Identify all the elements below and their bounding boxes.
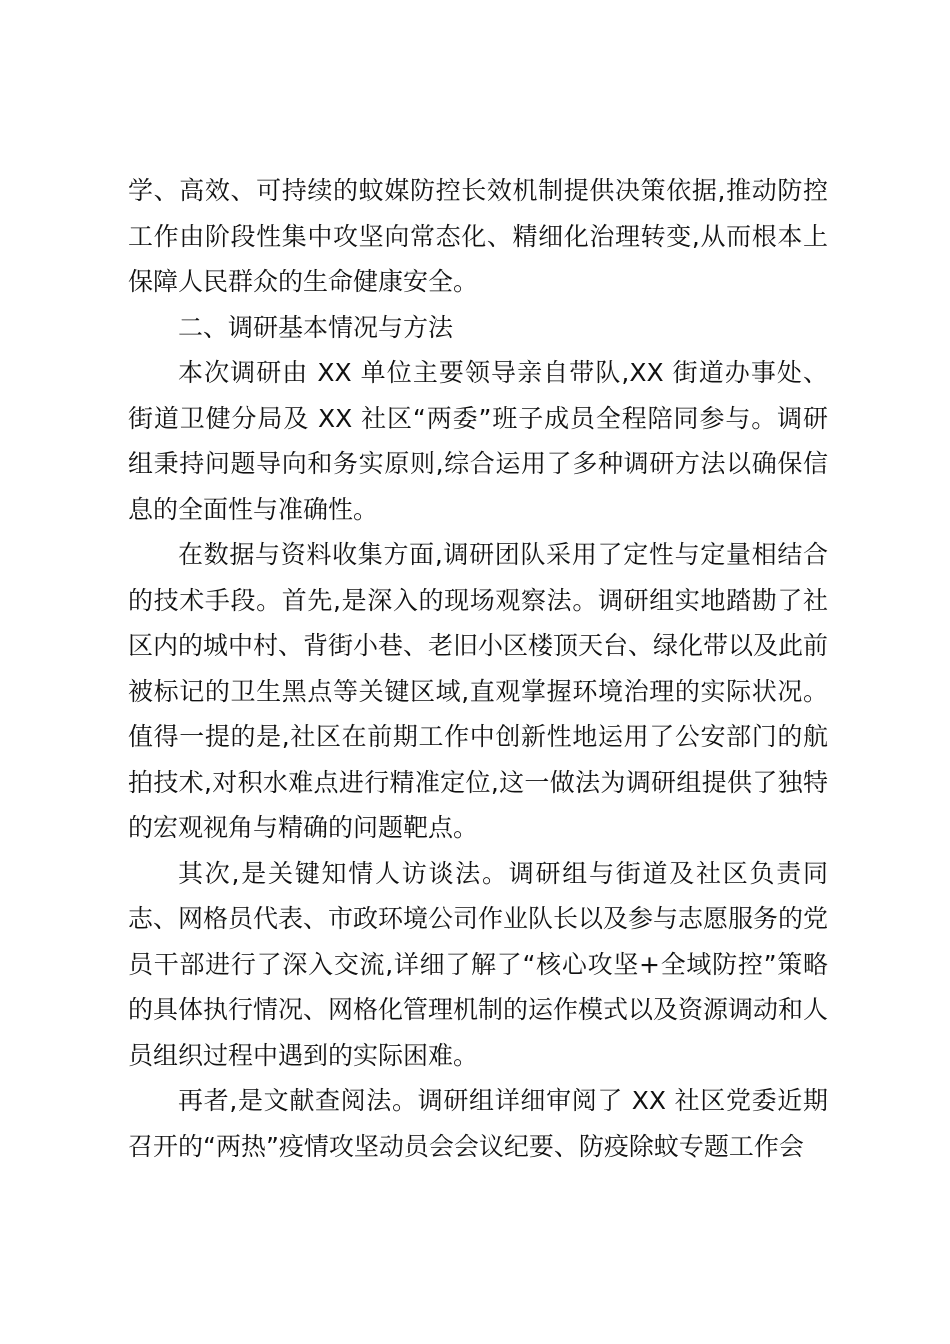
- section-heading: 二、调研基本情况与方法: [178, 312, 454, 342]
- paragraph-continued: 学、高效、可持续的蚊媒防控长效机制提供决策依据,推动防控工作由阶段性集中攻坚向常态化、精细化治理转变,从而根本上保障人民群众的生命健康安全。: [128, 176, 828, 296]
- document-body: [128, 168, 828, 1169]
- paragraph-survey-overview: 本次调研由 XX 单位主要领导亲自带队,XX 街道办事处、街道卫健分局及 XX 社区“两委”班子成员全程陪同参与。调研组秉持问题导向和务实原则,综合运用了多种调研方法以确保信息的全面性与准确性。: [128, 358, 828, 524]
- paragraph-data-collection: 在数据与资料收集方面,调研团队采用了定性与定量相结合的技术手段。首先,是深入的现场观察法。调研组实地踏勘了社区内的城中村、背街小巷、老旧小区楼顶天台、绿化带以及此前被标记的卫生黑点等关键区域,直观掌握环境治理的实际状况。值得一提的是,社区在前期工作中创新性地运用了公安部门的航拍技术,对积水难点进行精准定位,这一做法为调研组提供了独特的宏观视角与精确的问题靶点。: [128, 540, 829, 842]
- paragraph-interviews: 其次,是关键知情人访谈法。调研组与街道及社区负责同志、网格员代表、市政环境公司作业队长以及参与志愿服务的党员干部进行了深入交流,详细了解了“核心攻坚+全域防控”策略的具体执行情况、网格化管理机制的运作模式以及资源调动和人员组织过程中遇到的实际困难。: [128, 858, 829, 1070]
- paragraph-document-review: 再者,是文献查阅法。调研组详细审阅了 XX 社区党委近期召开的“两热”疫情攻坚动员会会议纪要、防疫除蚊专题工作会: [128, 1086, 828, 1161]
